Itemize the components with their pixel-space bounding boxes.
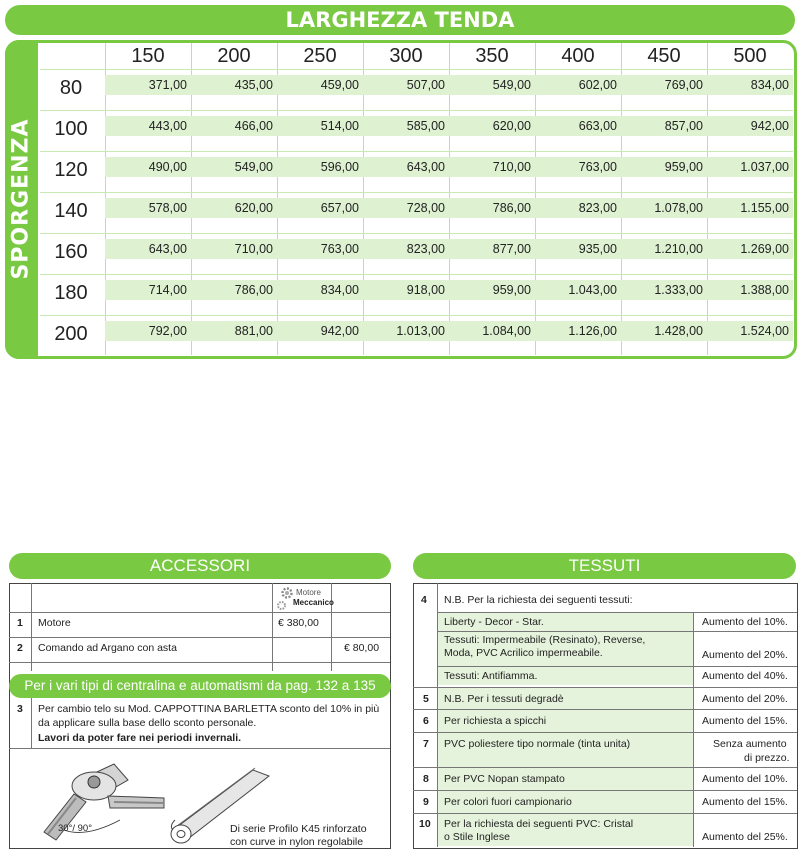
price-cell: 786,00 — [492, 201, 531, 215]
accessori-label: Comando ad Argano con asta — [38, 642, 177, 654]
row-header: 100 — [54, 118, 88, 140]
price-cell: 1.155,00 — [740, 201, 789, 215]
price-cell: 769,00 — [664, 78, 703, 92]
price-cell: 507,00 — [406, 78, 445, 92]
accessori-title: ACCESSORI — [9, 553, 391, 579]
price-cell: 1.043,00 — [568, 283, 617, 297]
row-header: 140 — [54, 200, 88, 222]
column-header: 250 — [303, 45, 337, 67]
column-header: 200 — [217, 45, 251, 67]
price-cell: 710,00 — [234, 242, 273, 256]
tessuti-num: 9 — [423, 796, 429, 808]
price-cell: 1.388,00 — [740, 283, 789, 297]
price-cell: 881,00 — [234, 324, 273, 338]
price-cell: 371,00 — [148, 78, 187, 92]
price-cell: 1.013,00 — [396, 324, 445, 338]
accessori-num: 3 — [17, 703, 23, 715]
header-meccanico: Meccanico — [293, 598, 334, 607]
angle-label: 30°/ 90° — [58, 823, 93, 834]
row-header: 200 — [54, 323, 88, 345]
tessuti-value: Aumento del 20%. — [702, 693, 788, 705]
price-cell: 1.269,00 — [740, 242, 789, 256]
tessuti-sub-label: Liberty - Decor - Star. — [444, 616, 544, 628]
tessuti-title: TESSUTI — [413, 553, 796, 579]
tessuti-label: Per colori fuori campionario — [444, 796, 572, 808]
row-divider — [40, 192, 793, 193]
tessuti-value: Aumento del 10%. — [702, 773, 788, 785]
price-cell: 935,00 — [578, 242, 617, 256]
price-cell: 549,00 — [234, 160, 273, 174]
price-cell: 1.524,00 — [740, 324, 789, 338]
tessuti-value: Senza aumento — [713, 738, 787, 750]
row-divider — [40, 315, 793, 316]
price-cell: 786,00 — [234, 283, 273, 297]
price-cell: 959,00 — [492, 283, 531, 297]
price-cell: 459,00 — [320, 78, 359, 92]
column-header: 400 — [561, 45, 595, 67]
tessuti-num: 6 — [423, 715, 429, 727]
tessuti-value: Aumento del 25%. — [702, 831, 788, 843]
price-cell: 1.333,00 — [654, 283, 703, 297]
tessuti-sub-label: Moda, PVC Acrilico impermeabile. — [444, 647, 603, 659]
tessuti-value: Aumento del 15%. — [702, 715, 788, 727]
price-cell: 657,00 — [320, 201, 359, 215]
tessuti-value: Aumento del 15%. — [702, 796, 788, 808]
price-cell: 435,00 — [234, 78, 273, 92]
price-cell: 663,00 — [578, 119, 617, 133]
tessuti-label: Per richiesta a spicchi — [444, 715, 547, 727]
price-cell: 942,00 — [320, 324, 359, 338]
tessuti-sub-value: Aumento del 20%. — [702, 649, 788, 661]
row-header: 180 — [54, 282, 88, 304]
tessuti-num: 5 — [423, 693, 429, 705]
price-cell: 1.084,00 — [482, 324, 531, 338]
tessuti-sub-label: Tessuti: Impermeabile (Resinato), Reverse, — [444, 634, 646, 646]
price-cell: 549,00 — [492, 78, 531, 92]
price-cell: 763,00 — [578, 160, 617, 174]
row-divider — [40, 274, 793, 275]
price-cell: 602,00 — [578, 78, 617, 92]
side-label: SPORGENZA — [8, 118, 34, 280]
tessuti-num: 7 — [423, 738, 429, 750]
price-cell: 1.078,00 — [654, 201, 703, 215]
tessuti-label: o Stile Inglese — [444, 831, 510, 843]
price-cell: 596,00 — [320, 160, 359, 174]
tessuti-num: 8 — [423, 773, 429, 785]
adjustable-corner-illustration — [24, 752, 174, 842]
barletta-note-line2: da applicare sulla base dello sconto personale. — [38, 717, 257, 729]
price-cell: 834,00 — [750, 78, 789, 92]
price-cell: 877,00 — [492, 242, 531, 256]
price-cell: 857,00 — [664, 119, 703, 133]
price-cell: 620,00 — [492, 119, 531, 133]
row-header: 120 — [54, 159, 88, 181]
price-cell: 728,00 — [406, 201, 445, 215]
price-cell: 643,00 — [406, 160, 445, 174]
price-cell: 918,00 — [406, 283, 445, 297]
row-divider — [40, 69, 793, 70]
column-header: 500 — [733, 45, 767, 67]
price-cell: 1.428,00 — [654, 324, 703, 338]
tessuti-label: N.B. Per i tessuti degradè — [444, 693, 564, 705]
accessori-price-motore: € 380,00 — [278, 617, 319, 629]
tessuti-sub-label: Tessuti: Antifiamma. — [444, 670, 538, 682]
column-header: 300 — [389, 45, 423, 67]
profile-caption-2: con curve in nylon regolabile — [230, 836, 364, 848]
price-cell: 585,00 — [406, 119, 445, 133]
tessuti-label: PVC poliestere tipo normale (tinta unita) — [444, 738, 631, 750]
row-header: 160 — [54, 241, 88, 263]
tessuti-label: Per la richiesta dei seguenti PVC: Cristal — [444, 818, 634, 830]
header-motore: Motore — [296, 588, 321, 597]
price-cell: 942,00 — [750, 119, 789, 133]
barletta-note-bold: Lavori da poter fare nei periodi invernali. — [38, 732, 242, 744]
gear-icon-small — [276, 598, 287, 609]
price-cell: 959,00 — [664, 160, 703, 174]
price-cell: 466,00 — [234, 119, 273, 133]
price-cell: 792,00 — [148, 324, 187, 338]
price-cell: 514,00 — [320, 119, 359, 133]
row-divider — [40, 110, 793, 111]
column-header: 350 — [475, 45, 509, 67]
accessori-label: Motore — [38, 617, 71, 629]
price-cell: 834,00 — [320, 283, 359, 297]
tessuti-sub-value: Aumento del 10%. — [702, 616, 788, 628]
row-header: 80 — [59, 77, 83, 99]
accessori-num: 2 — [17, 642, 23, 654]
tessuti-num: 10 — [419, 818, 431, 830]
column-header: 450 — [647, 45, 681, 67]
row-divider — [40, 151, 793, 152]
row-divider — [40, 233, 793, 234]
accessori-price-meccanico: € 80,00 — [344, 642, 380, 654]
price-cell: 620,00 — [234, 201, 273, 215]
price-table-title: LARGHEZZA TENDA — [5, 5, 795, 35]
tessuti-sub-value: Aumento del 40%. — [702, 670, 788, 682]
price-cell: 443,00 — [148, 119, 187, 133]
price-cell: 823,00 — [578, 201, 617, 215]
price-cell: 1.037,00 — [740, 160, 789, 174]
price-cell: 578,00 — [148, 201, 187, 215]
price-cell: 823,00 — [406, 242, 445, 256]
barletta-note-line1: Per cambio telo su Mod. CAPPOTTINA BARLETTA sconto del 10% in più — [38, 703, 380, 715]
price-cell: 1.210,00 — [654, 242, 703, 256]
tessuti-label: Per PVC Nopan stampato — [444, 773, 565, 785]
price-cell: 763,00 — [320, 242, 359, 256]
price-cell: 714,00 — [148, 283, 187, 297]
tessuti-value: di prezzo. — [744, 752, 790, 764]
price-cell: 710,00 — [492, 160, 531, 174]
automation-promo-bar: Per i vari tipi di centralina e automatismi da pag. 132 a 135 — [9, 674, 391, 698]
price-cell: 643,00 — [148, 242, 187, 256]
price-cell: 490,00 — [148, 160, 187, 174]
tessuti-num: 4 — [421, 594, 427, 606]
tessuti-intro: N.B. Per la richiesta dei seguenti tessuti: — [444, 594, 633, 606]
price-cell: 1.126,00 — [568, 324, 617, 338]
accessori-num: 1 — [17, 617, 23, 629]
column-header: 150 — [131, 45, 165, 67]
profile-caption-1: Di serie Profilo K45 rinforzato — [230, 823, 367, 835]
